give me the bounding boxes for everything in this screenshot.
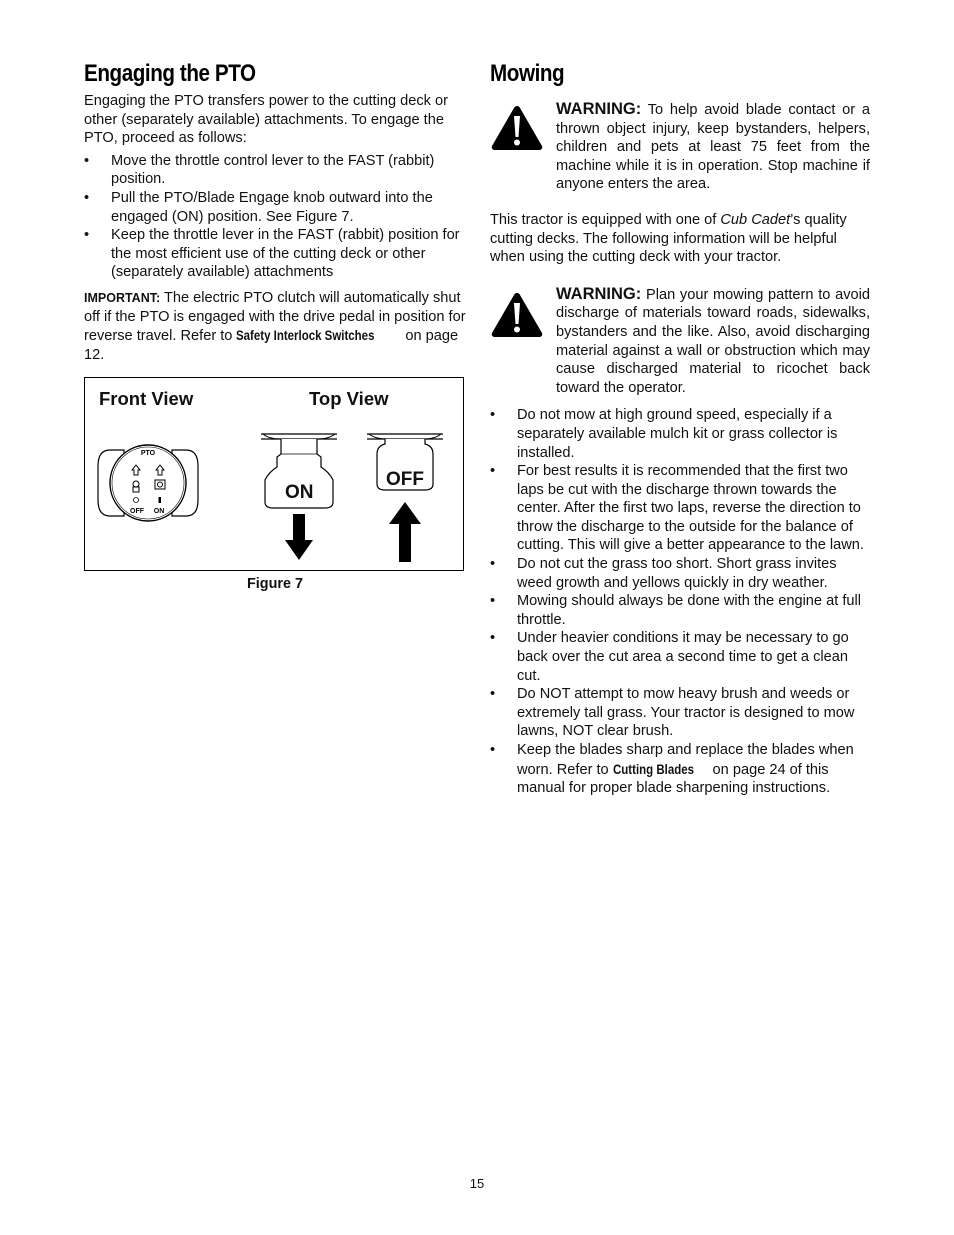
bullet-icon: • (490, 630, 496, 647)
list-item: • Do NOT attempt to mow heavy brush and weeds or extremely tall grass. Your tractor is designed to mow lawns, NOT clear brush. (490, 686, 855, 740)
figure-7 (84, 377, 464, 571)
warning-block-1 (490, 100, 870, 194)
list-item: • Keep the throttle lever in the FAST (rabbit) position for the most efficient use of the cutting deck or other (separately available) attachments (84, 227, 460, 281)
bullet-icon: • (84, 189, 90, 206)
pto-steps-list (84, 152, 466, 282)
list-item: • For best results it is recommended that the first two laps be cut with the discharge thrown towards the center. After the first two laps, reverse the direction to throw the discharge to the outside for the balance of cutting. This will give a better appearance to the lawn. (490, 463, 864, 554)
list-item: • Mowing should always be done with the engine at full throttle. (490, 593, 861, 628)
right-column (490, 60, 870, 798)
pto-knob-off-top-view (365, 432, 445, 562)
section-title-mowing: Mowing (490, 60, 565, 87)
knob-pto-text: PTO (140, 450, 156, 458)
safety-interlock-reference: Safety Interlock Switches (236, 327, 375, 344)
front-view-label: Front View (99, 388, 194, 410)
knob-on-text: ON (153, 508, 165, 516)
list-item: • Pull the PTO/Blade Engage knob outward into the engaged (ON) position. See Figure 7. (84, 189, 433, 225)
bullet-icon: • (490, 742, 496, 758)
important-note: IMPORTANT: The electric PTO clutch will automatically shut off if the PTO is engaged with the drive pedal in position for reverse travel. Refer to Safety Interlock Switches on page 12. (84, 289, 466, 363)
warning-triangle-icon (490, 104, 544, 152)
list-item: • Keep the blades sharp and replace the blades when worn. Refer to Cutting Blades on page 24 of this manual for proper blade sharpening instructions. (490, 742, 854, 797)
left-column (84, 60, 466, 592)
bullet-icon: • (84, 227, 90, 244)
section-title-engaging-pto: Engaging the PTO (84, 60, 256, 87)
mowing-tips-list (490, 406, 870, 797)
list-item: • Do not cut the grass too short. Short grass invites weed growth and yellows quickly in dry weather. (490, 556, 837, 591)
warning-text-1: WARNING: To help avoid blade contact or a thrown object injury, keep bystanders, helpers, children and pets at least 75 feet from the machine while it is in operation. Stop machine if anyone enters the area. (556, 100, 870, 193)
page-number: 15 (469, 1176, 485, 1191)
list-item: • Under heavier conditions it may be necessary to go back over the cut area a second time to get a clean cut. (490, 630, 849, 684)
bullet-icon: • (84, 152, 90, 169)
intro-paragraph: Engaging the PTO transfers power to the cutting deck or other (separately available) attachments. To engage the PTO, proceed as follows: (84, 93, 448, 147)
bullet-icon: • (490, 593, 496, 610)
important-label: IMPORTANT: (84, 290, 161, 305)
knob-off-text: OFF (130, 508, 144, 516)
list-item: • Do not mow at high ground speed, especially if a separately available mulch kit or grass collector is installed. (490, 407, 838, 461)
top-view-label: Top View (309, 388, 389, 410)
list-item: • Move the throttle control lever to the FAST (rabbit) position. (84, 152, 435, 188)
bullet-icon: • (490, 463, 496, 480)
warning-triangle-icon (490, 291, 544, 339)
bullet-icon: • (490, 686, 496, 703)
tractor-paragraph: This tractor is equipped with one of Cub Cadet’s quality cutting decks. The following information will be helpful when using the cutting deck with your tractor. (490, 211, 847, 266)
brand-name: Cub Cadet (720, 211, 791, 228)
warning-block-2 (490, 285, 870, 398)
bullet-icon: • (490, 556, 496, 573)
warning-text-2: WARNING: Plan your mowing pattern to avoid discharge of materials toward roads, sidewalks, bystanders and the like. Also, avoid discharging material against a wall or obstruction which may cause discharged material to ricochet back toward the operator. (556, 284, 870, 396)
figure-caption: Figure 7 (247, 576, 303, 593)
bullet-icon: • (490, 407, 496, 424)
off-label: OFF (386, 469, 424, 491)
pto-knob-front-view (96, 440, 200, 526)
on-label: ON (285, 482, 314, 504)
cutting-blades-reference: Cutting Blades (612, 760, 694, 777)
